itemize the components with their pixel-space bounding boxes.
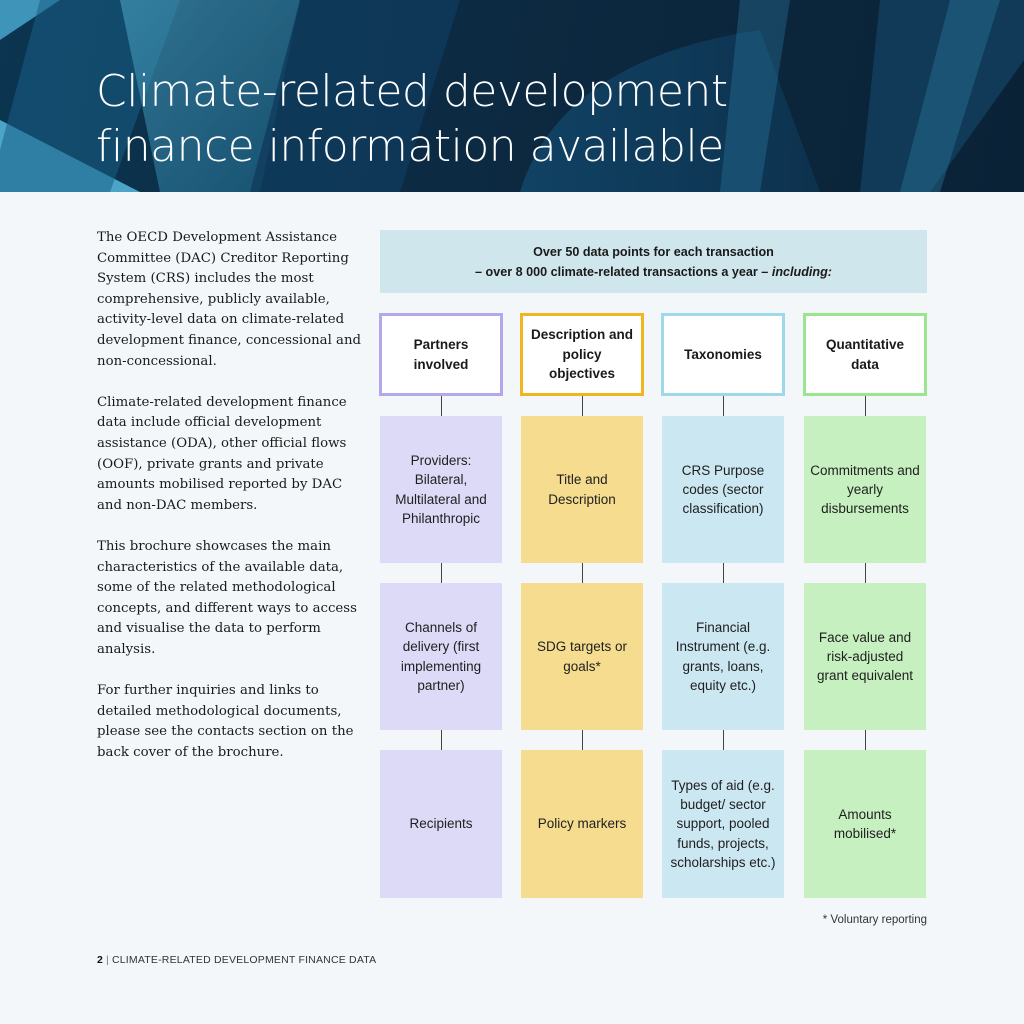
cell-label: SDG targets or goals*: [536, 639, 628, 674]
cell-description-title: [521, 416, 643, 563]
cell-label: Channels of delivery (first implementing partner): [400, 620, 482, 693]
column-header-label: Taxonomies: [684, 346, 762, 362]
summary-line-2-text: – over 8 000 climate-related transactions a year –: [475, 265, 769, 279]
connector-line: [723, 396, 724, 416]
connector-line: [865, 396, 866, 416]
summary-line-1: Over 50 data points for each transaction: [533, 245, 774, 259]
summary-line-2-emphasis: including:: [771, 265, 832, 279]
summary-line-2: [380, 262, 927, 282]
running-title: CLIMATE-RELATED DEVELOPMENT FINANCE DATA: [111, 954, 377, 966]
cell-label: Recipients: [409, 816, 473, 832]
cell-description-policy-markers: [521, 750, 643, 898]
connector-line: [582, 563, 583, 583]
intro-paragraph: This brochure showcases the main characteristics of the available data, some of the related methodological concepts, and different ways to access and visualise the data to perform analysis.: [97, 538, 357, 657]
cell-partners-recipients: [380, 750, 502, 898]
cell-label: Financial Instrument (e.g. grants, loans, equity etc.): [675, 620, 771, 693]
cell-label: Providers: Bilateral, Multilateral and Philanthropic: [395, 453, 487, 526]
diagram-summary-box: [380, 230, 927, 293]
column-header-description: [520, 313, 644, 396]
cell-description-sdg: [521, 583, 643, 730]
page-title-line-1: Climate-related development: [96, 66, 728, 117]
page-title-line-2: finance information available: [96, 121, 724, 172]
footnote: * Voluntary reporting: [822, 914, 927, 926]
cell-label: Face value and risk-adjusted grant equivalent: [816, 629, 914, 684]
cell-partners-channels: [380, 583, 502, 730]
cell-taxonomies-types-of-aid: [662, 750, 784, 898]
cell-label: Title and Description: [548, 472, 616, 507]
column-header-label: Partners involved: [413, 337, 469, 372]
column-header-taxonomies: [661, 313, 785, 396]
column-header-partners: [379, 313, 503, 396]
column-header-label: Quantitative data: [825, 337, 904, 372]
cell-quantitative-face-value: [804, 583, 926, 730]
connector-line: [582, 396, 583, 416]
intro-paragraph: The OECD Development Assistance Committee (DAC) Creditor Reporting System (CRS) includes the most comprehensive, publicly available, activity-level data on climate-related development finance, concessional and non-concessional.: [97, 230, 362, 369]
cell-partners-providers: [380, 416, 502, 563]
column-header-label: Description and policy objectives: [531, 327, 634, 382]
cell-taxonomies-financial-instrument: [662, 583, 784, 730]
cell-label: Amounts mobilised*: [833, 806, 897, 841]
connector-line: [723, 563, 724, 583]
intro-paragraph: For further inquiries and links to detailed methodological documents, please see the contacts section on the back cover of the brochure.: [97, 683, 354, 760]
connector-line: [441, 396, 442, 416]
page-footer: [97, 954, 376, 966]
column-header-quantitative: [803, 313, 927, 396]
connector-line: [723, 730, 724, 750]
cell-quantitative-commitments: [804, 416, 926, 563]
connector-line: [865, 563, 866, 583]
footer-separator: |: [106, 954, 109, 966]
header-banner: [0, 0, 1024, 192]
cell-label: Policy markers: [537, 816, 627, 832]
connector-line: [441, 563, 442, 583]
cell-quantitative-amounts-mobilised: [804, 750, 926, 898]
page-number: 2: [97, 954, 104, 966]
cell-label: Types of aid (e.g. budget/ sector support, pooled funds, projects, scholarships etc.): [670, 777, 776, 870]
intro-paragraph: Climate-related development finance data include official development assistance (ODA), other official flows (OOF), private grants and private amounts mobilised reported by DAC and non-DAC members.: [97, 394, 347, 513]
connector-line: [865, 730, 866, 750]
connector-line: [441, 730, 442, 750]
connector-line: [582, 730, 583, 750]
page-title: [96, 64, 796, 174]
intro-text: [97, 228, 365, 784]
cell-label: CRS Purpose codes (sector classification): [681, 462, 765, 517]
cell-label: Commitments and yearly disbursements: [810, 462, 920, 517]
cell-taxonomies-purpose-codes: [662, 416, 784, 563]
